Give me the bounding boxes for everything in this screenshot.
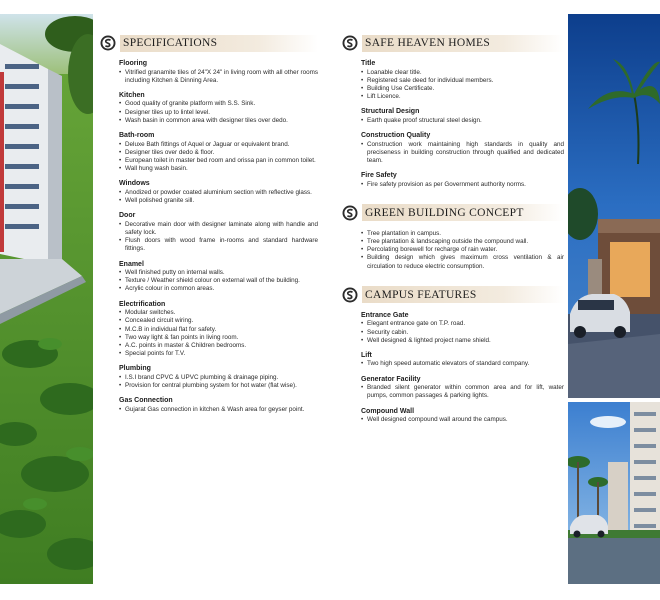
spec-group — [100, 397, 318, 414]
green-building-block — [342, 230, 564, 271]
logo-badge-icon — [342, 287, 358, 303]
group-title: Entrance Gate — [361, 311, 409, 319]
group-list — [119, 69, 318, 85]
list-item: • Lift Licence. — [361, 93, 564, 101]
list-item: • Registered sale deed for individual members. — [361, 77, 564, 85]
specifications-title: SPECIFICATIONS — [123, 37, 218, 49]
list-item: • Loanable clear title. — [361, 69, 564, 77]
list-item: • Designer tiles over dedo & floor. — [119, 149, 318, 157]
left-building-photo — [0, 14, 93, 584]
list-item: • Earth quake proof structural steel design. — [361, 117, 564, 125]
group-list — [119, 221, 318, 254]
list-item: • Anodized or powder coated aluminium section with reflective glass. — [119, 189, 318, 197]
spec-group — [100, 365, 318, 390]
group-title: Windows — [119, 180, 150, 188]
spec-group — [100, 60, 318, 85]
heading-bar — [120, 35, 318, 52]
group-title: Electrification — [119, 300, 166, 308]
list-item: • Building design which gives maximum cross ventilation & air circulation to reduce electric consumption. — [361, 254, 564, 270]
group-list — [119, 141, 318, 174]
spec-group — [342, 376, 564, 401]
list-item: • Modular switches. — [119, 309, 318, 317]
list-item: • M.C.B in individual flat for safety. — [119, 326, 318, 334]
spec-group — [100, 180, 318, 205]
safe-heaven-section — [342, 32, 564, 189]
group-list — [119, 100, 318, 125]
list-item: • Well finished putty on internal walls. — [119, 269, 318, 277]
entrance-gate-photo — [568, 14, 660, 398]
group-list — [361, 69, 564, 102]
group-title: Title — [361, 60, 376, 67]
group-title: Structural Design — [361, 108, 420, 116]
campus-title: CAMPUS FEATURES — [365, 288, 477, 301]
list-item: • Acrylic colour in common areas. — [119, 285, 318, 293]
list-item: • Provision for central plumbing system for hot water (flat wise). — [119, 382, 318, 390]
heading-bar — [362, 35, 564, 52]
list-item: • Concealed circuit wiring. — [119, 317, 318, 325]
list-item: • Well designed & lighted project name shield. — [361, 337, 564, 345]
group-title: Kitchen — [119, 91, 145, 99]
specifications-section — [100, 32, 318, 421]
list-item: • Tree plantation & landscaping outside the compound wall. — [361, 238, 564, 246]
group-title: Construction Quality — [361, 132, 431, 140]
specifications-heading — [100, 32, 318, 54]
group-title: Bath-room — [119, 132, 155, 140]
spec-group — [342, 312, 564, 345]
safe-heaven-heading — [342, 32, 564, 54]
group-title: Generator Facility — [361, 375, 421, 383]
spec-group — [342, 108, 564, 125]
spec-group — [342, 172, 564, 189]
group-title: Lift — [361, 351, 372, 359]
group-title: Door — [119, 212, 136, 220]
right-column — [342, 32, 564, 431]
spec-group — [100, 132, 318, 173]
list-item: • Security cabin. — [361, 329, 564, 337]
group-title: Fire Safety — [361, 172, 397, 180]
list-item: • Two way light & fan points in living room. — [119, 334, 318, 342]
campus-heading — [342, 284, 564, 306]
list-item: • Good quality of granite platform with S.S. Sink. — [119, 100, 318, 108]
group-list — [361, 320, 564, 345]
list-item: • Construction work maintaining high standards in quality and preciseness in building construction through qualified and dedicated team. — [361, 141, 564, 166]
group-title: Plumbing — [119, 365, 151, 373]
green-building-heading — [342, 202, 564, 224]
list-item: • Special points for T.V. — [119, 350, 318, 358]
spec-group — [342, 408, 564, 425]
group-list — [119, 309, 318, 358]
list-item: • Wash basin in common area with designer tiles over dedo. — [119, 117, 318, 125]
logo-badge-icon — [342, 35, 358, 51]
list-item: • Fire safety provision as per Government authority norms. — [361, 181, 564, 189]
list-item: • Well polished granite sill. — [119, 197, 318, 205]
list-item: • Wall hung wash basin. — [119, 165, 318, 173]
list-item: • Elegant entrance gate on T.P. road. — [361, 320, 564, 328]
spec-group — [342, 352, 564, 369]
list-item: • Deluxe Bath fittings of Aquel or Jaguar or equivalent brand. — [119, 141, 318, 149]
group-title: Compound Wall — [361, 407, 415, 415]
list-item: • Gujarat Gas connection in kitchen & Wash area for geyser point. — [119, 406, 318, 414]
list-item: • I.S.I brand CPVC & UPVC plumbing & drainage piping. — [119, 374, 318, 382]
list-item: • Texture / Weather shield colour on external wall of the building. — [119, 277, 318, 285]
group-list — [361, 117, 564, 125]
list-item: • Vitrified granamite tiles of 24"X 24" in living room with all other rooms including Kitchen & Dinning Area. — [119, 69, 318, 85]
list-item: • Tree plantation in campus. — [361, 230, 564, 238]
list-item: • European toilet in master bed room and orissa pan in common toilet. — [119, 157, 318, 165]
group-title: Enamel — [119, 260, 144, 268]
group-list — [119, 406, 318, 414]
list-item: • Building Use Certificate. — [361, 85, 564, 93]
green-building-list — [361, 230, 564, 271]
green-building-title: GREEN BUILDING CONCEPT — [365, 206, 524, 219]
list-item: • Well designed compound wall around the campus. — [361, 416, 564, 424]
list-item: • Branded silent generator within common area and for lift, water pumps, common passages & parking lights. — [361, 384, 564, 400]
spec-group — [100, 212, 318, 253]
group-list — [361, 384, 564, 400]
group-list — [361, 141, 564, 166]
logo-badge-icon — [100, 35, 116, 51]
group-title: Gas Connection — [119, 397, 173, 405]
campus-groups — [342, 312, 564, 424]
green-building-section — [342, 202, 564, 271]
specifications-groups — [100, 60, 318, 414]
heading-bar — [362, 286, 564, 303]
spec-group — [100, 261, 318, 294]
group-list — [119, 374, 318, 390]
heading-bar — [362, 204, 564, 221]
safe-heaven-title: SAFE HEAVEN HOMES — [365, 37, 491, 49]
group-list — [119, 269, 318, 294]
list-item: • Designer tiles up to lintel level. — [119, 109, 318, 117]
safe-heaven-groups — [342, 60, 564, 189]
group-list — [119, 189, 318, 205]
list-item: • Decorative main door with designer laminate along with handle and safety lock. — [119, 221, 318, 237]
campus-section — [342, 284, 564, 424]
list-item: • Two high speed automatic elevators of standard company. — [361, 360, 564, 368]
spec-group — [342, 60, 564, 101]
towers-photo — [568, 402, 660, 584]
list-item: • A.C. points in master & Children bedrooms. — [119, 342, 318, 350]
group-title: Flooring — [119, 60, 147, 67]
spec-group — [342, 132, 564, 165]
group-list — [361, 360, 564, 368]
list-item: • Flush doors with wood frame in-rooms and standard hardware fittings. — [119, 237, 318, 253]
group-list — [361, 416, 564, 424]
list-item: • Percolating borewell for recharge of rain water. — [361, 246, 564, 254]
spec-group — [100, 92, 318, 125]
spec-group — [100, 301, 318, 359]
logo-badge-icon — [342, 205, 358, 221]
group-list — [361, 181, 564, 189]
